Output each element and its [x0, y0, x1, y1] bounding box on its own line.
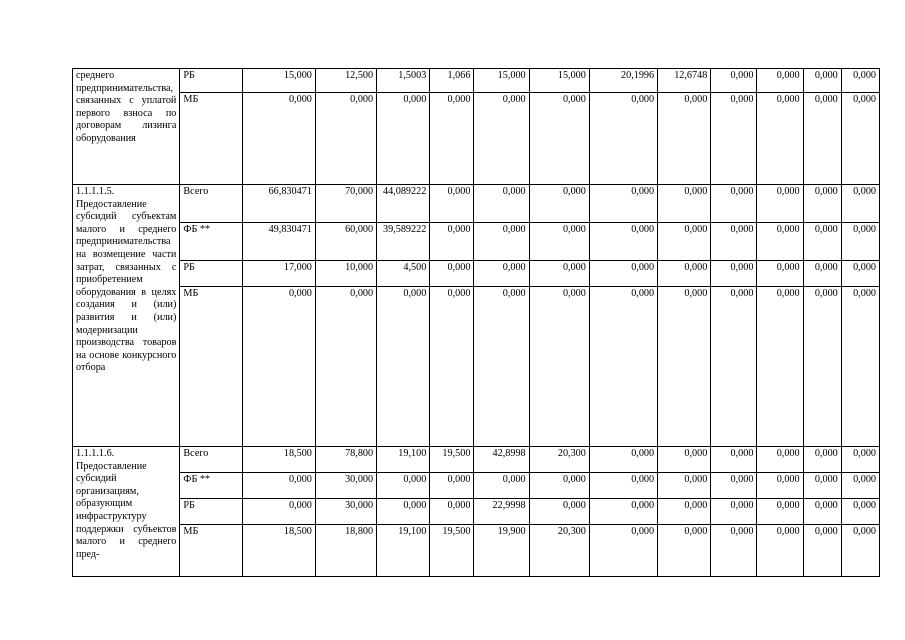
funding-source: Всего — [180, 185, 242, 223]
amount-cell: 0,000 — [474, 185, 529, 223]
amount-cell: 0,000 — [803, 287, 841, 447]
amount-cell: 0,000 — [315, 287, 376, 447]
amount-cell: 44,089222 — [377, 185, 430, 223]
amount-cell: 0,000 — [757, 287, 803, 447]
amount-cell: 0,000 — [242, 473, 315, 499]
amount-cell: 70,000 — [315, 185, 376, 223]
table-row — [73, 185, 880, 223]
table-row — [73, 499, 880, 525]
amount-cell: 20,1996 — [589, 69, 657, 93]
amount-cell: 0,000 — [711, 447, 757, 473]
amount-cell: 0,000 — [658, 261, 711, 287]
amount-cell: 0,000 — [803, 223, 841, 261]
amount-cell: 19,500 — [430, 525, 474, 577]
amount-cell: 0,000 — [589, 287, 657, 447]
funding-source: РБ — [180, 261, 242, 287]
table-row — [73, 261, 880, 287]
amount-cell: 0,000 — [529, 185, 589, 223]
funding-source: МБ — [180, 525, 242, 577]
amount-cell: 0,000 — [589, 525, 657, 577]
funding-source: МБ — [180, 93, 242, 185]
amount-cell: 0,000 — [658, 287, 711, 447]
amount-cell: 0,000 — [841, 223, 879, 261]
amount-cell: 1,066 — [430, 69, 474, 93]
amount-cell: 20,300 — [529, 525, 589, 577]
amount-cell: 0,000 — [711, 93, 757, 185]
amount-cell: 0,000 — [242, 499, 315, 525]
amount-cell: 4,500 — [377, 261, 430, 287]
amount-cell: 0,000 — [658, 473, 711, 499]
amount-cell: 0,000 — [711, 525, 757, 577]
amount-cell: 1,5003 — [377, 69, 430, 93]
amount-cell: 39,589222 — [377, 223, 430, 261]
amount-cell: 20,300 — [529, 447, 589, 473]
funding-source: РБ — [180, 69, 242, 93]
table-row — [73, 525, 880, 577]
table-row — [73, 223, 880, 261]
amount-cell: 78,800 — [315, 447, 376, 473]
amount-cell: 30,000 — [315, 499, 376, 525]
amount-cell: 22,9998 — [474, 499, 529, 525]
amount-cell: 0,000 — [841, 93, 879, 185]
amount-cell: 66,830471 — [242, 185, 315, 223]
amount-cell: 0,000 — [841, 185, 879, 223]
funding-source: МБ — [180, 287, 242, 447]
amount-cell: 17,000 — [242, 261, 315, 287]
amount-cell: 19,500 — [430, 447, 474, 473]
budget-table — [72, 68, 880, 577]
amount-cell: 0,000 — [658, 447, 711, 473]
amount-cell: 0,000 — [841, 69, 879, 93]
amount-cell: 60,000 — [315, 223, 376, 261]
amount-cell: 0,000 — [242, 287, 315, 447]
amount-cell: 0,000 — [711, 287, 757, 447]
amount-cell: 0,000 — [757, 223, 803, 261]
amount-cell: 0,000 — [474, 473, 529, 499]
table-row — [73, 93, 880, 185]
amount-cell: 0,000 — [841, 447, 879, 473]
amount-cell: 0,000 — [589, 93, 657, 185]
amount-cell: 0,000 — [841, 473, 879, 499]
amount-cell: 0,000 — [803, 525, 841, 577]
amount-cell: 0,000 — [315, 93, 376, 185]
amount-cell: 12,6748 — [658, 69, 711, 93]
amount-cell: 0,000 — [589, 185, 657, 223]
amount-cell: 0,000 — [658, 93, 711, 185]
measure-description: 1.1.1.1.5. Предоставление субсидий субъектам малого и среднего предпринимательства на возмещение части затрат, связанных с приобретением оборудования в целях создания и (или) развития и (или) модернизации производства товаров на основе конкурсного отбора — [73, 185, 180, 447]
amount-cell: 0,000 — [377, 473, 430, 499]
amount-cell: 0,000 — [757, 447, 803, 473]
amount-cell: 0,000 — [711, 499, 757, 525]
amount-cell: 30,000 — [315, 473, 376, 499]
amount-cell: 0,000 — [474, 261, 529, 287]
funding-source: Всего — [180, 447, 242, 473]
amount-cell: 0,000 — [711, 223, 757, 261]
amount-cell: 19,100 — [377, 447, 430, 473]
amount-cell: 0,000 — [757, 473, 803, 499]
amount-cell: 0,000 — [841, 525, 879, 577]
amount-cell: 0,000 — [711, 473, 757, 499]
amount-cell: 0,000 — [529, 473, 589, 499]
amount-cell: 0,000 — [377, 287, 430, 447]
amount-cell: 0,000 — [757, 69, 803, 93]
table-body — [73, 69, 880, 577]
amount-cell: 0,000 — [529, 93, 589, 185]
amount-cell: 10,000 — [315, 261, 376, 287]
amount-cell: 0,000 — [589, 447, 657, 473]
amount-cell: 0,000 — [529, 223, 589, 261]
amount-cell: 0,000 — [711, 69, 757, 93]
amount-cell: 0,000 — [589, 261, 657, 287]
amount-cell: 15,000 — [474, 69, 529, 93]
amount-cell: 0,000 — [430, 473, 474, 499]
table-row — [73, 69, 880, 93]
amount-cell: 0,000 — [658, 499, 711, 525]
table-row — [73, 473, 880, 499]
funding-source: РБ — [180, 499, 242, 525]
amount-cell: 0,000 — [430, 185, 474, 223]
amount-cell: 0,000 — [803, 93, 841, 185]
amount-cell: 0,000 — [589, 499, 657, 525]
amount-cell: 0,000 — [430, 499, 474, 525]
amount-cell: 0,000 — [474, 287, 529, 447]
amount-cell: 0,000 — [589, 473, 657, 499]
amount-cell: 0,000 — [529, 287, 589, 447]
amount-cell: 0,000 — [803, 69, 841, 93]
amount-cell: 15,000 — [242, 69, 315, 93]
amount-cell: 0,000 — [430, 223, 474, 261]
amount-cell: 42,8998 — [474, 447, 529, 473]
amount-cell: 18,800 — [315, 525, 376, 577]
amount-cell: 0,000 — [474, 93, 529, 185]
amount-cell: 0,000 — [757, 185, 803, 223]
amount-cell: 0,000 — [242, 93, 315, 185]
amount-cell: 0,000 — [377, 499, 430, 525]
amount-cell: 18,500 — [242, 447, 315, 473]
amount-cell: 0,000 — [841, 499, 879, 525]
measure-description: среднего предпринимательства, связанных с уплатой первого взноса по договорам лизинга оборудования — [73, 69, 180, 185]
table-row — [73, 447, 880, 473]
amount-cell: 0,000 — [803, 447, 841, 473]
amount-cell: 0,000 — [841, 261, 879, 287]
measure-description: 1.1.1.1.6. Предоставление субсидий организациям, образующим инфраструктуру поддержки субъектов малого и среднего пред- — [73, 447, 180, 577]
funding-source: ФБ ** — [180, 473, 242, 499]
amount-cell: 0,000 — [430, 93, 474, 185]
amount-cell: 0,000 — [430, 287, 474, 447]
amount-cell: 0,000 — [757, 525, 803, 577]
amount-cell: 0,000 — [658, 223, 711, 261]
amount-cell: 19,100 — [377, 525, 430, 577]
amount-cell: 0,000 — [377, 93, 430, 185]
amount-cell: 0,000 — [430, 261, 474, 287]
amount-cell: 0,000 — [803, 185, 841, 223]
amount-cell: 0,000 — [658, 185, 711, 223]
funding-source: ФБ ** — [180, 223, 242, 261]
amount-cell: 0,000 — [474, 223, 529, 261]
amount-cell: 0,000 — [841, 287, 879, 447]
amount-cell: 0,000 — [803, 473, 841, 499]
amount-cell: 0,000 — [589, 223, 657, 261]
amount-cell: 0,000 — [757, 261, 803, 287]
amount-cell: 0,000 — [711, 185, 757, 223]
amount-cell: 0,000 — [711, 261, 757, 287]
amount-cell: 0,000 — [529, 499, 589, 525]
amount-cell: 0,000 — [529, 261, 589, 287]
amount-cell: 0,000 — [757, 93, 803, 185]
amount-cell: 15,000 — [529, 69, 589, 93]
amount-cell: 0,000 — [803, 261, 841, 287]
amount-cell: 0,000 — [803, 499, 841, 525]
amount-cell: 18,500 — [242, 525, 315, 577]
amount-cell: 12,500 — [315, 69, 376, 93]
amount-cell: 0,000 — [658, 525, 711, 577]
amount-cell: 49,830471 — [242, 223, 315, 261]
amount-cell: 0,000 — [757, 499, 803, 525]
amount-cell: 19,900 — [474, 525, 529, 577]
table-row — [73, 287, 880, 447]
